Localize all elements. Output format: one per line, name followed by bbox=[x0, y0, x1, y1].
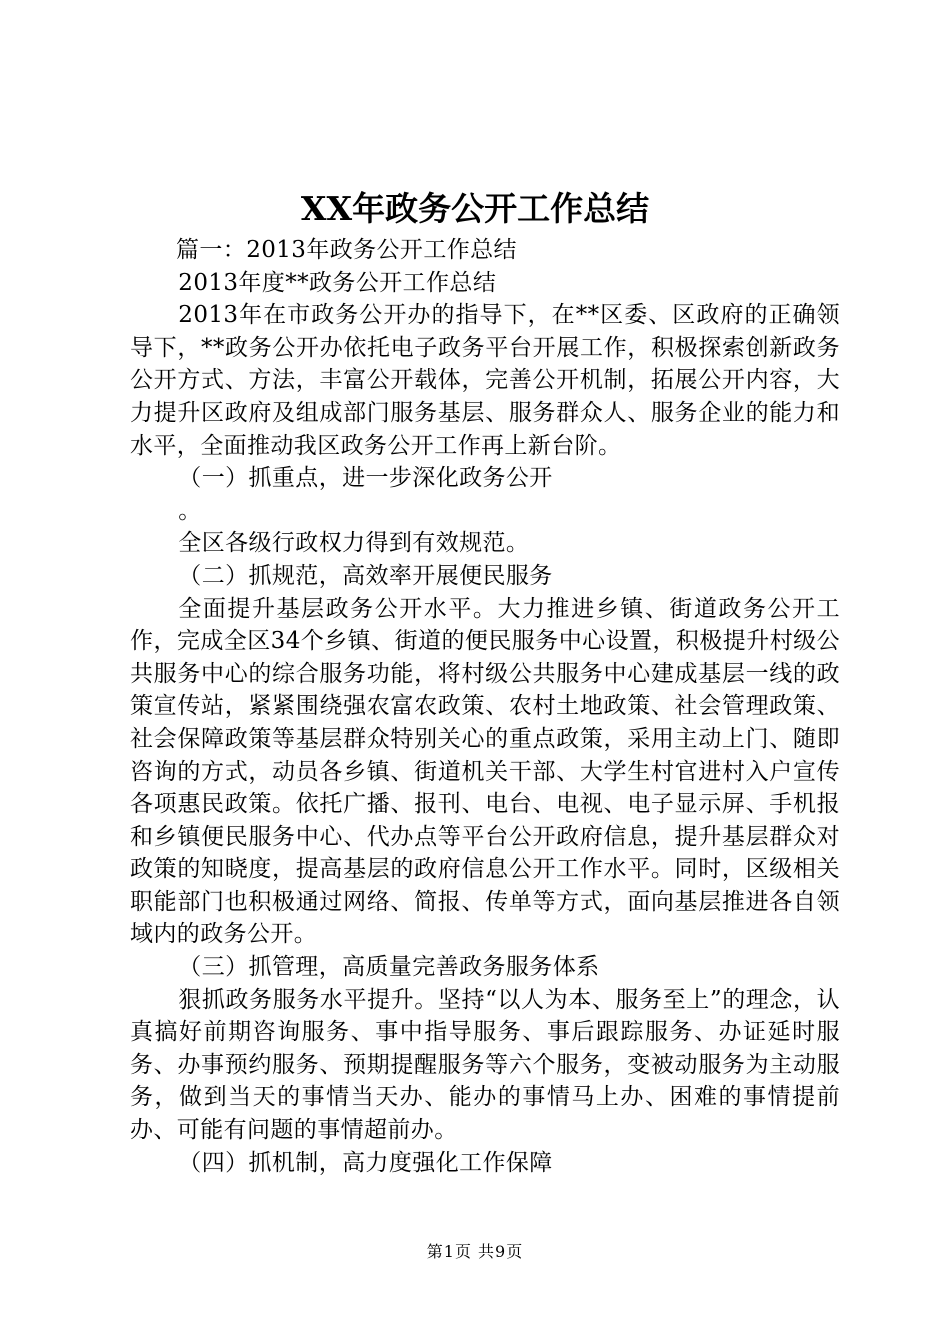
paragraph-stray-mark: 。 bbox=[178, 497, 202, 524]
paragraph-article-heading: 篇一：2013年政务公开工作总结 bbox=[176, 237, 517, 263]
paragraph-section-2-text: 全面提升基层政务公开水平。大力推进乡镇、街道政务公开工作，完成全区34个乡镇、街道的便民服务中心设置，积极提升村级公共服务中心的综合服务功能，将村级公共服务中心建成基层一线的政策宣传站，紧紧围绕强农富农政策、农村土地政策、社会管理政策、社会保障政策等基层群众特别关心的重点政策，采用主动上门、随即咨询的方式，动员各乡镇、街道机关干部、大学生村官进村入户宣传各项惠民政策。依托广播、报刊、电台、电视、电子显示屏、手机报和乡镇便民服务中心、代办点等平台公开政府信息，提升基层群众对政策的知晓度，提高基层的政府信息公开工作水平。同时，区级相关职能部门也积极通过网络、简报、传单等方式，面向基层推进各自领域内的政务公开。 bbox=[130, 595, 840, 948]
paragraph-intro: 2013年在市政务公开办的指导下，在**区委、区政府的正确领导下，**政务公开办依托电子政务平台开展工作，积极探索创新政务公开方式、方法，丰富公开载体，完善公开机制，拓展公开内容，大力提升区政府及组成部门服务基层、服务群众人、服务企业的能力和水平，全面推动我区政务公开工作再上新台阶。 bbox=[130, 302, 840, 459]
paragraph-section-3-text: 狠抓政务服务水平提升。坚持“以人为本、服务至上”的理念，认真搞好前期咨询服务、事中指导服务、事后跟踪服务、办证延时服务、办事预约服务、预期提醒服务等六个服务，变被动服务为主动服务，做到当天的事情当天办、能办的事情马上办、困难的事情提前办、可能有问题的事情超前办。 bbox=[130, 986, 840, 1144]
section-heading-3: （三）抓管理，高质量完善政务服务体系 bbox=[178, 954, 600, 981]
page-footer: 第1页 共9页 bbox=[426, 1242, 524, 1261]
paragraph-report-heading: 2013年度**政务公开工作总结 bbox=[178, 269, 497, 296]
section-heading-1: （一）抓重点，进一步深化政务公开 bbox=[178, 465, 553, 492]
document-body bbox=[130, 234, 840, 1179]
document-title: XX年政务公开工作总结 bbox=[300, 189, 650, 228]
section-heading-4: （四）抓机制，高力度强化工作保障 bbox=[178, 1149, 553, 1176]
section-heading-2: （二）抓规范，高效率开展便民服务 bbox=[178, 562, 553, 589]
paragraph-section-1-text: 全区各级行政权力得到有效规范。 bbox=[178, 530, 530, 557]
